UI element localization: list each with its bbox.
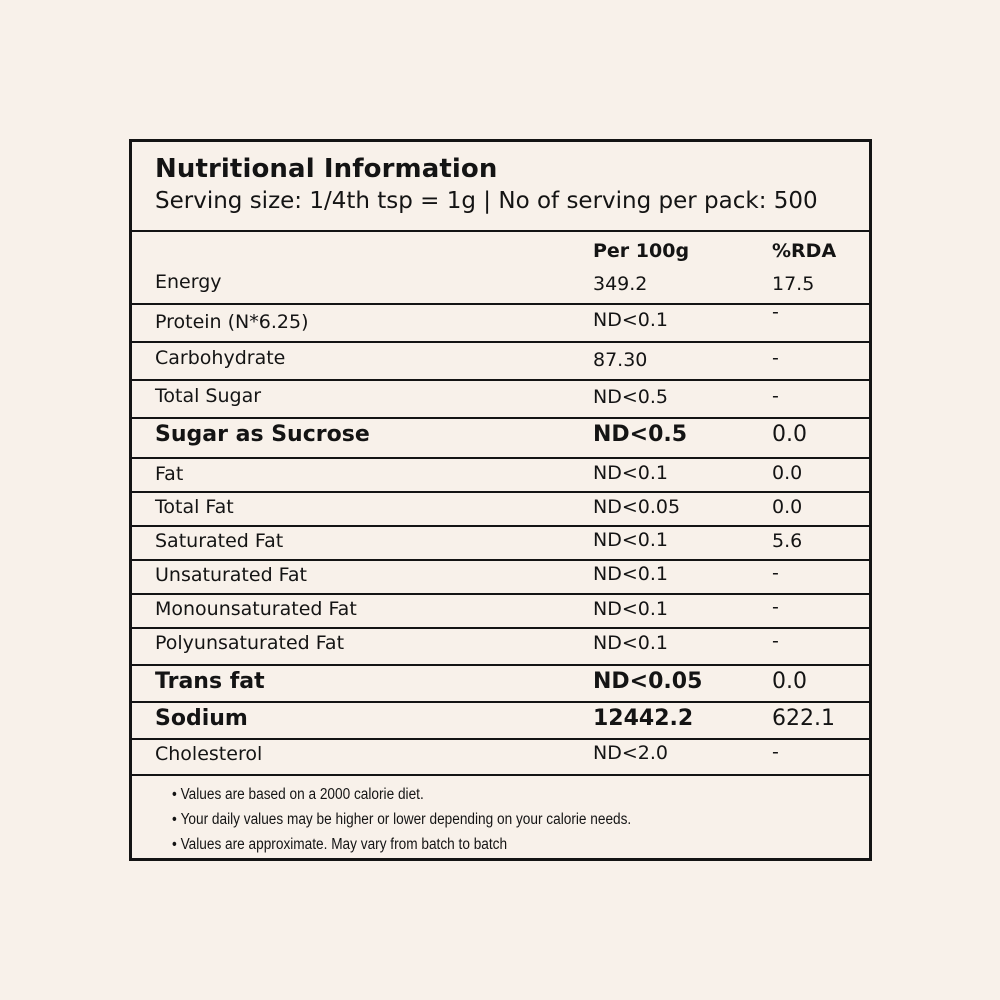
rda-value: - bbox=[772, 347, 779, 369]
rda-value: - bbox=[772, 301, 779, 323]
per-100g-value: 87.30 bbox=[593, 349, 648, 371]
table-row-trans-fat bbox=[132, 664, 869, 703]
per-100g-value: ND<0.1 bbox=[593, 529, 668, 551]
row-label: Unsaturated Fat bbox=[155, 564, 307, 586]
rda-value: 0.0 bbox=[772, 496, 803, 518]
row-label: Sodium bbox=[155, 706, 248, 731]
rda-value: 0.0 bbox=[772, 462, 803, 484]
per-100g-value: ND<0.1 bbox=[593, 632, 668, 654]
table-row-unsaturated-fat bbox=[132, 559, 869, 595]
per-100g-value: 349.2 bbox=[593, 273, 648, 295]
per-100g-value: ND<2.0 bbox=[593, 742, 668, 764]
row-label: Cholesterol bbox=[155, 743, 263, 765]
column-header-per-100g: Per 100g bbox=[593, 240, 690, 262]
footnote: • Values are approximate. May vary from batch to batch bbox=[172, 832, 631, 857]
rda-value: 0.0 bbox=[772, 422, 807, 447]
per-100g-value: ND<0.5 bbox=[593, 422, 688, 447]
row-label: Total Sugar bbox=[155, 385, 262, 407]
rda-value: 5.6 bbox=[772, 530, 803, 552]
rda-value: 0.0 bbox=[772, 669, 807, 694]
per-100g-value: ND<0.1 bbox=[593, 598, 668, 620]
rda-value: 622.1 bbox=[772, 706, 835, 731]
row-label: Total Fat bbox=[155, 496, 234, 518]
rda-value: - bbox=[772, 741, 779, 763]
row-label: Protein (N*6.25) bbox=[155, 311, 309, 333]
nutrition-table bbox=[129, 139, 872, 861]
footnotes bbox=[172, 782, 631, 857]
row-label: Monounsaturated Fat bbox=[155, 598, 357, 620]
rda-value: - bbox=[772, 596, 779, 618]
row-label: Sugar as Sucrose bbox=[155, 422, 370, 447]
per-100g-value: ND<0.1 bbox=[593, 563, 668, 585]
rda-value: - bbox=[772, 385, 779, 407]
per-100g-value: ND<0.5 bbox=[593, 386, 668, 408]
table-row-saturated-fat bbox=[132, 525, 869, 561]
per-100g-value: ND<0.1 bbox=[593, 309, 668, 331]
table-row-protein bbox=[132, 303, 869, 343]
table-row-monounsaturated-fat bbox=[132, 593, 869, 629]
row-label: Energy bbox=[155, 271, 222, 293]
table-row-cholesterol bbox=[132, 738, 869, 776]
rda-value: - bbox=[772, 630, 779, 652]
table-title: Nutritional Information bbox=[155, 154, 498, 184]
per-100g-value: ND<0.05 bbox=[593, 669, 703, 694]
per-100g-value: 12442.2 bbox=[593, 706, 694, 731]
table-row-sugar-as-sucrose bbox=[132, 417, 869, 459]
table-row-energy bbox=[132, 230, 869, 305]
row-label: Carbohydrate bbox=[155, 347, 286, 369]
footnote: • Your daily values may be higher or lower depending on your calorie needs. bbox=[172, 807, 631, 832]
row-label: Saturated Fat bbox=[155, 530, 284, 552]
row-label: Polyunsaturated Fat bbox=[155, 632, 345, 654]
serving-info: Serving size: 1/4th tsp = 1g | No of serving per pack: 500 bbox=[155, 188, 818, 214]
table-row-total-sugar bbox=[132, 379, 869, 419]
table-header bbox=[132, 142, 869, 232]
rda-value: - bbox=[772, 562, 779, 584]
table-row-fat bbox=[132, 457, 869, 493]
per-100g-value: ND<0.1 bbox=[593, 462, 668, 484]
table-row-carbohydrate bbox=[132, 341, 869, 381]
row-label: Fat bbox=[155, 463, 184, 485]
table-row-total-fat bbox=[132, 491, 869, 527]
table-row-sodium bbox=[132, 701, 869, 740]
per-100g-value: ND<0.05 bbox=[593, 496, 681, 518]
row-label: Trans fat bbox=[155, 669, 265, 694]
table-row-polyunsaturated-fat bbox=[132, 627, 869, 666]
column-header-rda: %RDA bbox=[772, 240, 837, 262]
rda-value: 17.5 bbox=[772, 273, 815, 295]
footnote: • Values are based on a 2000 calorie diet. bbox=[172, 782, 631, 807]
